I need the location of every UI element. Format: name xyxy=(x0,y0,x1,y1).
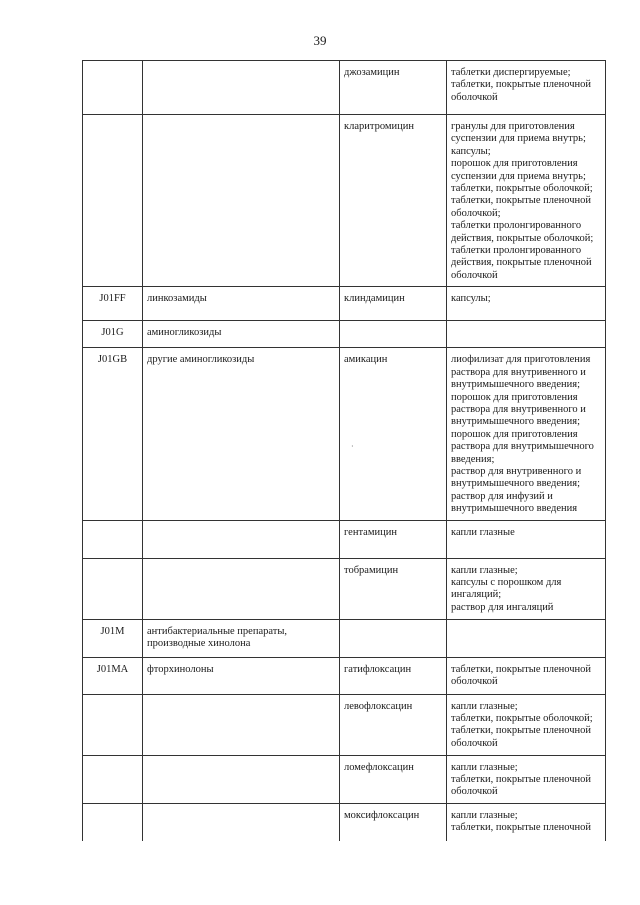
page-number: 39 xyxy=(313,33,327,48)
group-name xyxy=(143,755,340,803)
drug-name: кларитромицин xyxy=(340,115,447,287)
table-row xyxy=(83,755,606,803)
drug-name: клиндамицин xyxy=(340,287,447,321)
group-name: аминогликозиды xyxy=(143,321,340,348)
group-name xyxy=(143,803,340,841)
group-name: линкозамиды xyxy=(143,287,340,321)
atc-code xyxy=(83,803,143,841)
atc-code xyxy=(83,558,143,619)
dosage-forms: таблетки, покрытые пленочной оболочкой xyxy=(447,657,606,694)
drug-name xyxy=(340,321,447,348)
dosage-forms xyxy=(447,321,606,348)
table-row xyxy=(83,520,606,558)
dosage-forms: капли глазные; капсулы с порошком для ингаляций; раствор для ингаляций xyxy=(447,558,606,619)
group-name: другие аминогликозиды xyxy=(143,348,340,520)
drug-name: тобрамицин xyxy=(340,558,447,619)
dosage-forms: лиофилизат для приготовления раствора для внутривенного и внутримышечного введения; порошок для приготовления раствора для внутривенного и внутримышечного введения; порошок для приготовления раствора для внутримышечного введения; раствор для внутривенного и внутримышечного введения; раствор для инфузий и внутримышечного введения xyxy=(447,348,606,520)
group-name xyxy=(143,520,340,558)
drug-name: гентамицин xyxy=(340,520,447,558)
dosage-forms xyxy=(447,619,606,657)
atc-code xyxy=(83,694,143,755)
table-row xyxy=(83,657,606,694)
atc-code xyxy=(83,520,143,558)
dosage-forms: капсулы; xyxy=(447,287,606,321)
atc-code xyxy=(83,755,143,803)
atc-code xyxy=(83,115,143,287)
group-name xyxy=(143,558,340,619)
group-name xyxy=(143,115,340,287)
drug-name: моксифлоксацин xyxy=(340,803,447,841)
group-name xyxy=(143,61,340,115)
dosage-forms: таблетки диспергируемые; таблетки, покрытые пленочной оболочкой xyxy=(447,61,606,115)
group-name: фторхинолоны xyxy=(143,657,340,694)
atc-code: J01GB xyxy=(83,348,143,520)
scan-mark: · xyxy=(351,442,354,451)
group-name: антибактериальные препараты, производные хинолона xyxy=(143,619,340,657)
drug-name xyxy=(340,619,447,657)
drug-name: ломефлоксацин xyxy=(340,755,447,803)
dosage-forms: капли глазные; таблетки, покрытые пленочной оболочкой xyxy=(447,755,606,803)
atc-code: J01MA xyxy=(83,657,143,694)
table-row xyxy=(83,287,606,321)
table-row xyxy=(83,115,606,287)
drug-table xyxy=(82,60,606,841)
dosage-forms: капли глазные; таблетки, покрытые оболочкой; таблетки, покрытые пленочной оболочкой xyxy=(447,694,606,755)
table-row xyxy=(83,321,606,348)
group-name xyxy=(143,694,340,755)
table-row xyxy=(83,694,606,755)
atc-code: J01FF xyxy=(83,287,143,321)
dosage-forms: гранулы для приготовления суспензии для приема внутрь; капсулы; порошок для приготовления суспензии для приема внутрь; таблетки, покрытые оболочкой; таблетки, покрытые пленочной оболочкой; таблетки пролонгированного действия, покрытые оболочкой; таблетки пролонгированного действия, покрытые пленочной оболочкой xyxy=(447,115,606,287)
atc-code xyxy=(83,61,143,115)
table-row xyxy=(83,803,606,841)
table-row xyxy=(83,558,606,619)
dosage-forms: капли глазные xyxy=(447,520,606,558)
atc-code: J01G xyxy=(83,321,143,348)
drug-name: джозамицин xyxy=(340,61,447,115)
table-row xyxy=(83,61,606,115)
atc-code: J01M xyxy=(83,619,143,657)
drug-name: гатифлоксацин xyxy=(340,657,447,694)
drug-name: левофлоксацин xyxy=(340,694,447,755)
table-row xyxy=(83,619,606,657)
drug-name: амикацин xyxy=(340,348,447,520)
dosage-forms: капли глазные; таблетки, покрытые пленочной xyxy=(447,803,606,841)
table-row xyxy=(83,348,606,520)
